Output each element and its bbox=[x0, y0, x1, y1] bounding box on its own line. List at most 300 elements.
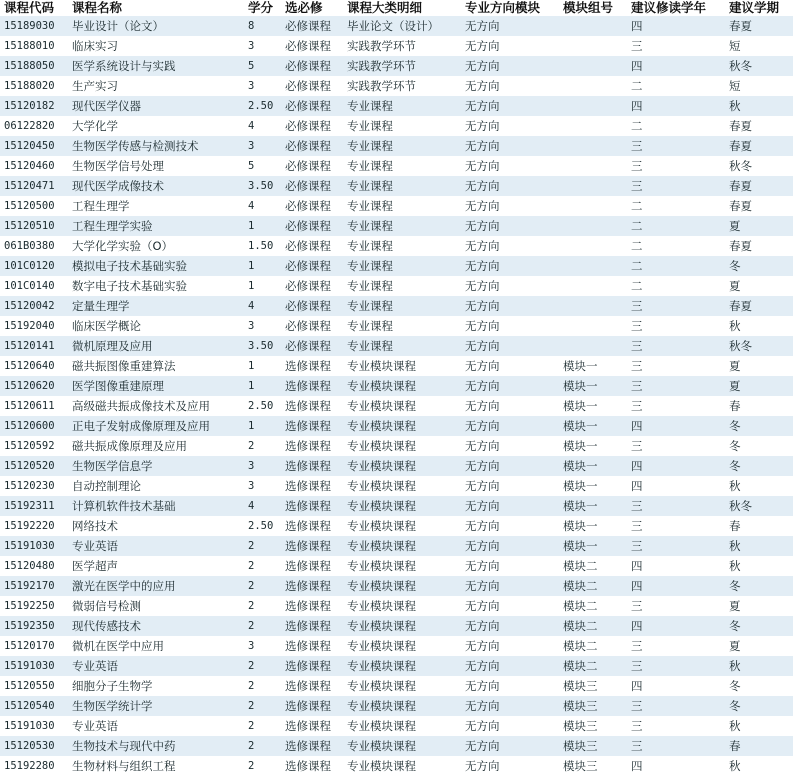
direction-module-cell: 无方向 bbox=[461, 276, 559, 296]
suggested-term-cell: 冬 bbox=[725, 436, 793, 456]
required-elective-cell: 必修课程 bbox=[281, 36, 343, 56]
suggested-year-cell: 三 bbox=[627, 436, 725, 456]
category-detail-cell: 专业模块课程 bbox=[343, 356, 461, 376]
suggested-term-cell: 春夏 bbox=[725, 236, 793, 256]
suggested-year-cell: 三 bbox=[627, 636, 725, 656]
suggested-term-cell: 冬 bbox=[725, 256, 793, 276]
table-row bbox=[0, 76, 793, 96]
course-code-cell: 15120170 bbox=[0, 636, 68, 656]
credits-cell: 3 bbox=[244, 636, 281, 656]
course-code-cell: 15120230 bbox=[0, 476, 68, 496]
required-elective-cell: 选修课程 bbox=[281, 476, 343, 496]
direction-module-cell: 无方向 bbox=[461, 636, 559, 656]
category-detail-cell: 毕业论文（设计） bbox=[343, 16, 461, 36]
table-body bbox=[0, 16, 793, 776]
required-elective-cell: 必修课程 bbox=[281, 336, 343, 356]
suggested-year-cell: 二 bbox=[627, 276, 725, 296]
credits-cell: 3.50 bbox=[244, 336, 281, 356]
module-group-cell bbox=[559, 156, 627, 176]
module-group-cell: 模块二 bbox=[559, 616, 627, 636]
category-detail-cell: 专业课程 bbox=[343, 156, 461, 176]
table-row bbox=[0, 216, 793, 236]
category-detail-cell: 专业模块课程 bbox=[343, 396, 461, 416]
required-elective-cell: 选修课程 bbox=[281, 696, 343, 716]
suggested-year-cell: 二 bbox=[627, 236, 725, 256]
required-elective-cell: 必修课程 bbox=[281, 16, 343, 36]
direction-module-cell: 无方向 bbox=[461, 696, 559, 716]
category-detail-cell: 专业模块课程 bbox=[343, 596, 461, 616]
suggested-year-cell: 四 bbox=[627, 576, 725, 596]
course-code-cell: 101C0140 bbox=[0, 276, 68, 296]
suggested-term-cell: 秋 bbox=[725, 716, 793, 736]
credits-cell: 2 bbox=[244, 696, 281, 716]
table-row bbox=[0, 176, 793, 196]
module-group-cell: 模块三 bbox=[559, 716, 627, 736]
course-code-cell: 15120550 bbox=[0, 676, 68, 696]
table-row bbox=[0, 16, 793, 36]
suggested-year-cell: 二 bbox=[627, 116, 725, 136]
course-name-cell: 高级磁共振成像技术及应用 bbox=[68, 396, 244, 416]
table-row bbox=[0, 756, 793, 776]
module-group-cell: 模块一 bbox=[559, 416, 627, 436]
category-detail-cell: 专业课程 bbox=[343, 136, 461, 156]
required-elective-cell: 必修课程 bbox=[281, 56, 343, 76]
category-detail-cell: 专业课程 bbox=[343, 196, 461, 216]
course-code-cell: 15120611 bbox=[0, 396, 68, 416]
suggested-term-cell: 春 bbox=[725, 396, 793, 416]
course-code-cell: 15192250 bbox=[0, 596, 68, 616]
module-group-cell: 模块三 bbox=[559, 756, 627, 776]
required-elective-cell: 必修课程 bbox=[281, 316, 343, 336]
credits-cell: 2.50 bbox=[244, 96, 281, 116]
module-group-cell bbox=[559, 236, 627, 256]
suggested-term-cell: 秋冬 bbox=[725, 496, 793, 516]
table-row bbox=[0, 356, 793, 376]
course-code-cell: 101C0120 bbox=[0, 256, 68, 276]
module-group-cell bbox=[559, 216, 627, 236]
suggested-term-cell: 春夏 bbox=[725, 196, 793, 216]
course-name-cell: 磁共振图像重建算法 bbox=[68, 356, 244, 376]
table-row bbox=[0, 196, 793, 216]
credits-cell: 1.50 bbox=[244, 236, 281, 256]
course-code-cell: 15188020 bbox=[0, 76, 68, 96]
table-row bbox=[0, 536, 793, 556]
table-row bbox=[0, 156, 793, 176]
required-elective-cell: 选修课程 bbox=[281, 756, 343, 776]
category-detail-cell: 专业课程 bbox=[343, 256, 461, 276]
module-group-cell bbox=[559, 196, 627, 216]
suggested-term-cell: 夏 bbox=[725, 596, 793, 616]
course-name-cell: 激光在医学中的应用 bbox=[68, 576, 244, 596]
category-detail-cell: 专业模块课程 bbox=[343, 616, 461, 636]
module-group-cell bbox=[559, 336, 627, 356]
table-row bbox=[0, 276, 793, 296]
suggested-year-cell: 三 bbox=[627, 136, 725, 156]
credits-cell: 8 bbox=[244, 16, 281, 36]
course-name-cell: 网络技术 bbox=[68, 516, 244, 536]
required-elective-cell: 必修课程 bbox=[281, 136, 343, 156]
direction-module-cell: 无方向 bbox=[461, 56, 559, 76]
required-elective-cell: 必修课程 bbox=[281, 216, 343, 236]
required-elective-cell: 选修课程 bbox=[281, 376, 343, 396]
credits-cell: 2.50 bbox=[244, 516, 281, 536]
suggested-term-cell: 夏 bbox=[725, 356, 793, 376]
table-row bbox=[0, 616, 793, 636]
course-code-cell: 15188050 bbox=[0, 56, 68, 76]
credits-cell: 2 bbox=[244, 656, 281, 676]
required-elective-cell: 选修课程 bbox=[281, 636, 343, 656]
required-elective-cell: 必修课程 bbox=[281, 276, 343, 296]
credits-cell: 3 bbox=[244, 76, 281, 96]
course-name-cell: 生物医学传感与检测技术 bbox=[68, 136, 244, 156]
suggested-term-cell: 春夏 bbox=[725, 116, 793, 136]
required-elective-cell: 选修课程 bbox=[281, 356, 343, 376]
table-row bbox=[0, 96, 793, 116]
direction-module-cell: 无方向 bbox=[461, 356, 559, 376]
required-elective-cell: 必修课程 bbox=[281, 196, 343, 216]
module-group-cell: 模块一 bbox=[559, 396, 627, 416]
suggested-year-cell: 三 bbox=[627, 176, 725, 196]
direction-module-cell: 无方向 bbox=[461, 436, 559, 456]
suggested-year-cell: 四 bbox=[627, 616, 725, 636]
direction-module-cell: 无方向 bbox=[461, 676, 559, 696]
credits-cell: 3 bbox=[244, 136, 281, 156]
module-group-cell bbox=[559, 296, 627, 316]
course-name-cell: 磁共振成像原理及应用 bbox=[68, 436, 244, 456]
suggested-year-cell: 四 bbox=[627, 556, 725, 576]
module-group-cell bbox=[559, 256, 627, 276]
table-row bbox=[0, 556, 793, 576]
category-detail-cell: 专业模块课程 bbox=[343, 516, 461, 536]
course-name-cell: 医学系统设计与实践 bbox=[68, 56, 244, 76]
category-detail-cell: 专业模块课程 bbox=[343, 656, 461, 676]
suggested-term-cell: 春 bbox=[725, 516, 793, 536]
direction-module-cell: 无方向 bbox=[461, 616, 559, 636]
category-detail-cell: 专业模块课程 bbox=[343, 756, 461, 776]
suggested-year-cell: 三 bbox=[627, 296, 725, 316]
suggested-term-cell: 短 bbox=[725, 76, 793, 96]
table-row bbox=[0, 256, 793, 276]
direction-module-cell: 无方向 bbox=[461, 456, 559, 476]
suggested-term-cell: 春夏 bbox=[725, 296, 793, 316]
direction-module-cell: 无方向 bbox=[461, 136, 559, 156]
direction-module-cell: 无方向 bbox=[461, 376, 559, 396]
table-row bbox=[0, 656, 793, 676]
required-elective-cell: 选修课程 bbox=[281, 556, 343, 576]
suggested-year-cell: 三 bbox=[627, 736, 725, 756]
suggested-year-cell: 四 bbox=[627, 16, 725, 36]
header-category-detail: 课程大类明细 bbox=[343, 0, 461, 16]
suggested-year-cell: 四 bbox=[627, 56, 725, 76]
header-suggested-term: 建议学期 bbox=[725, 0, 793, 16]
course-code-cell: 15192170 bbox=[0, 576, 68, 596]
course-name-cell: 专业英语 bbox=[68, 656, 244, 676]
credits-cell: 5 bbox=[244, 56, 281, 76]
module-group-cell bbox=[559, 56, 627, 76]
table-row bbox=[0, 636, 793, 656]
suggested-year-cell: 二 bbox=[627, 256, 725, 276]
required-elective-cell: 选修课程 bbox=[281, 396, 343, 416]
header-credits: 学分 bbox=[244, 0, 281, 16]
header-suggested-year: 建议修读学年 bbox=[627, 0, 725, 16]
category-detail-cell: 专业模块课程 bbox=[343, 676, 461, 696]
table-row bbox=[0, 496, 793, 516]
suggested-year-cell: 三 bbox=[627, 656, 725, 676]
direction-module-cell: 无方向 bbox=[461, 236, 559, 256]
direction-module-cell: 无方向 bbox=[461, 536, 559, 556]
course-code-cell: 06122820 bbox=[0, 116, 68, 136]
required-elective-cell: 必修课程 bbox=[281, 296, 343, 316]
suggested-term-cell: 春 bbox=[725, 736, 793, 756]
suggested-term-cell: 秋冬 bbox=[725, 56, 793, 76]
header-module-group: 模块组号 bbox=[559, 0, 627, 16]
module-group-cell bbox=[559, 176, 627, 196]
category-detail-cell: 专业课程 bbox=[343, 276, 461, 296]
required-elective-cell: 选修课程 bbox=[281, 656, 343, 676]
table-row bbox=[0, 736, 793, 756]
course-name-cell: 医学超声 bbox=[68, 556, 244, 576]
suggested-year-cell: 四 bbox=[627, 96, 725, 116]
direction-module-cell: 无方向 bbox=[461, 756, 559, 776]
required-elective-cell: 选修课程 bbox=[281, 456, 343, 476]
course-code-cell: 15120530 bbox=[0, 736, 68, 756]
course-name-cell: 模拟电子技术基础实验 bbox=[68, 256, 244, 276]
suggested-year-cell: 三 bbox=[627, 36, 725, 56]
required-elective-cell: 选修课程 bbox=[281, 596, 343, 616]
suggested-year-cell: 三 bbox=[627, 316, 725, 336]
credits-cell: 3 bbox=[244, 36, 281, 56]
credits-cell: 3 bbox=[244, 456, 281, 476]
credits-cell: 4 bbox=[244, 296, 281, 316]
module-group-cell: 模块一 bbox=[559, 356, 627, 376]
course-code-cell: 15120600 bbox=[0, 416, 68, 436]
suggested-year-cell: 三 bbox=[627, 356, 725, 376]
course-name-cell: 生物材料与组织工程 bbox=[68, 756, 244, 776]
module-group-cell: 模块一 bbox=[559, 436, 627, 456]
direction-module-cell: 无方向 bbox=[461, 16, 559, 36]
suggested-term-cell: 秋 bbox=[725, 476, 793, 496]
category-detail-cell: 专业课程 bbox=[343, 116, 461, 136]
course-name-cell: 临床医学概论 bbox=[68, 316, 244, 336]
suggested-year-cell: 三 bbox=[627, 716, 725, 736]
table-row bbox=[0, 456, 793, 476]
required-elective-cell: 必修课程 bbox=[281, 156, 343, 176]
credits-cell: 4 bbox=[244, 496, 281, 516]
credits-cell: 1 bbox=[244, 356, 281, 376]
course-code-cell: 15191030 bbox=[0, 536, 68, 556]
suggested-year-cell: 三 bbox=[627, 596, 725, 616]
credits-cell: 2 bbox=[244, 676, 281, 696]
table-row bbox=[0, 676, 793, 696]
table-row bbox=[0, 436, 793, 456]
course-name-cell: 微弱信号检测 bbox=[68, 596, 244, 616]
direction-module-cell: 无方向 bbox=[461, 716, 559, 736]
credits-cell: 2 bbox=[244, 736, 281, 756]
suggested-term-cell: 冬 bbox=[725, 616, 793, 636]
suggested-term-cell: 冬 bbox=[725, 696, 793, 716]
course-name-cell: 大学化学 bbox=[68, 116, 244, 136]
direction-module-cell: 无方向 bbox=[461, 176, 559, 196]
course-name-cell: 现代医学成像技术 bbox=[68, 176, 244, 196]
table-row bbox=[0, 416, 793, 436]
direction-module-cell: 无方向 bbox=[461, 416, 559, 436]
credits-cell: 3 bbox=[244, 476, 281, 496]
required-elective-cell: 选修课程 bbox=[281, 576, 343, 596]
suggested-term-cell: 夏 bbox=[725, 276, 793, 296]
course-name-cell: 定量生理学 bbox=[68, 296, 244, 316]
header-required-elective: 选必修 bbox=[281, 0, 343, 16]
direction-module-cell: 无方向 bbox=[461, 256, 559, 276]
category-detail-cell: 专业课程 bbox=[343, 336, 461, 356]
course-code-cell: 15120141 bbox=[0, 336, 68, 356]
suggested-year-cell: 三 bbox=[627, 516, 725, 536]
module-group-cell: 模块二 bbox=[559, 656, 627, 676]
required-elective-cell: 必修课程 bbox=[281, 96, 343, 116]
suggested-term-cell: 夏 bbox=[725, 636, 793, 656]
course-name-cell: 正电子发射成像原理及应用 bbox=[68, 416, 244, 436]
category-detail-cell: 实践教学环节 bbox=[343, 36, 461, 56]
module-group-cell: 模块二 bbox=[559, 556, 627, 576]
course-name-cell: 微机原理及应用 bbox=[68, 336, 244, 356]
direction-module-cell: 无方向 bbox=[461, 596, 559, 616]
category-detail-cell: 实践教学环节 bbox=[343, 56, 461, 76]
category-detail-cell: 实践教学环节 bbox=[343, 76, 461, 96]
course-code-cell: 15120540 bbox=[0, 696, 68, 716]
course-name-cell: 专业英语 bbox=[68, 716, 244, 736]
suggested-year-cell: 三 bbox=[627, 696, 725, 716]
direction-module-cell: 无方向 bbox=[461, 476, 559, 496]
suggested-year-cell: 三 bbox=[627, 536, 725, 556]
table-row bbox=[0, 316, 793, 336]
module-group-cell: 模块二 bbox=[559, 596, 627, 616]
course-code-cell: 15120620 bbox=[0, 376, 68, 396]
suggested-year-cell: 三 bbox=[627, 376, 725, 396]
category-detail-cell: 专业模块课程 bbox=[343, 576, 461, 596]
table-row bbox=[0, 136, 793, 156]
table-row bbox=[0, 696, 793, 716]
course-code-cell: 15191030 bbox=[0, 656, 68, 676]
course-name-cell: 工程生理学 bbox=[68, 196, 244, 216]
required-elective-cell: 选修课程 bbox=[281, 416, 343, 436]
credits-cell: 2 bbox=[244, 596, 281, 616]
course-code-cell: 15120460 bbox=[0, 156, 68, 176]
category-detail-cell: 专业课程 bbox=[343, 96, 461, 116]
module-group-cell bbox=[559, 16, 627, 36]
category-detail-cell: 专业课程 bbox=[343, 216, 461, 236]
header-course-code: 课程代码 bbox=[0, 0, 68, 16]
suggested-year-cell: 四 bbox=[627, 756, 725, 776]
required-elective-cell: 选修课程 bbox=[281, 716, 343, 736]
table-row bbox=[0, 716, 793, 736]
credits-cell: 2 bbox=[244, 616, 281, 636]
suggested-term-cell: 夏 bbox=[725, 216, 793, 236]
suggested-year-cell: 三 bbox=[627, 396, 725, 416]
direction-module-cell: 无方向 bbox=[461, 36, 559, 56]
suggested-year-cell: 三 bbox=[627, 336, 725, 356]
module-group-cell bbox=[559, 76, 627, 96]
course-name-cell: 计算机软件技术基础 bbox=[68, 496, 244, 516]
category-detail-cell: 专业模块课程 bbox=[343, 456, 461, 476]
module-group-cell bbox=[559, 36, 627, 56]
credits-cell: 2 bbox=[244, 756, 281, 776]
required-elective-cell: 选修课程 bbox=[281, 676, 343, 696]
category-detail-cell: 专业模块课程 bbox=[343, 736, 461, 756]
suggested-term-cell: 冬 bbox=[725, 456, 793, 476]
credits-cell: 1 bbox=[244, 416, 281, 436]
table-row bbox=[0, 576, 793, 596]
credits-cell: 1 bbox=[244, 376, 281, 396]
suggested-term-cell: 秋 bbox=[725, 756, 793, 776]
course-name-cell: 临床实习 bbox=[68, 36, 244, 56]
category-detail-cell: 专业模块课程 bbox=[343, 536, 461, 556]
course-code-cell: 15192220 bbox=[0, 516, 68, 536]
course-code-cell: 15120471 bbox=[0, 176, 68, 196]
course-name-cell: 生物医学统计学 bbox=[68, 696, 244, 716]
category-detail-cell: 专业模块课程 bbox=[343, 496, 461, 516]
table-row bbox=[0, 116, 793, 136]
course-code-cell: 15120480 bbox=[0, 556, 68, 576]
course-code-cell: 15192311 bbox=[0, 496, 68, 516]
suggested-term-cell: 春夏 bbox=[725, 136, 793, 156]
category-detail-cell: 专业模块课程 bbox=[343, 476, 461, 496]
credits-cell: 1 bbox=[244, 276, 281, 296]
module-group-cell: 模块三 bbox=[559, 736, 627, 756]
required-elective-cell: 必修课程 bbox=[281, 116, 343, 136]
course-code-cell: 061B0380 bbox=[0, 236, 68, 256]
course-code-cell: 15120042 bbox=[0, 296, 68, 316]
module-group-cell: 模块一 bbox=[559, 476, 627, 496]
course-code-cell: 15192040 bbox=[0, 316, 68, 336]
course-name-cell: 现代医学仪器 bbox=[68, 96, 244, 116]
course-name-cell: 生物医学信息学 bbox=[68, 456, 244, 476]
module-group-cell: 模块三 bbox=[559, 696, 627, 716]
module-group-cell: 模块一 bbox=[559, 376, 627, 396]
table-row bbox=[0, 336, 793, 356]
direction-module-cell: 无方向 bbox=[461, 656, 559, 676]
table-row bbox=[0, 396, 793, 416]
direction-module-cell: 无方向 bbox=[461, 316, 559, 336]
direction-module-cell: 无方向 bbox=[461, 736, 559, 756]
credits-cell: 2.50 bbox=[244, 396, 281, 416]
course-code-cell: 15192280 bbox=[0, 756, 68, 776]
suggested-term-cell: 冬 bbox=[725, 416, 793, 436]
required-elective-cell: 必修课程 bbox=[281, 236, 343, 256]
direction-module-cell: 无方向 bbox=[461, 296, 559, 316]
credits-cell: 3 bbox=[244, 316, 281, 336]
suggested-year-cell: 四 bbox=[627, 676, 725, 696]
course-code-cell: 15120450 bbox=[0, 136, 68, 156]
suggested-year-cell: 三 bbox=[627, 496, 725, 516]
module-group-cell: 模块一 bbox=[559, 456, 627, 476]
module-group-cell bbox=[559, 96, 627, 116]
course-code-cell: 15120510 bbox=[0, 216, 68, 236]
course-name-cell: 现代传感技术 bbox=[68, 616, 244, 636]
required-elective-cell: 选修课程 bbox=[281, 516, 343, 536]
course-code-cell: 15120640 bbox=[0, 356, 68, 376]
module-group-cell: 模块一 bbox=[559, 516, 627, 536]
module-group-cell: 模块一 bbox=[559, 496, 627, 516]
course-code-cell: 15120520 bbox=[0, 456, 68, 476]
suggested-year-cell: 三 bbox=[627, 156, 725, 176]
suggested-term-cell: 夏 bbox=[725, 376, 793, 396]
table-row bbox=[0, 296, 793, 316]
credits-cell: 2 bbox=[244, 536, 281, 556]
credits-cell: 1 bbox=[244, 216, 281, 236]
course-name-cell: 医学图像重建原理 bbox=[68, 376, 244, 396]
course-name-cell: 微机在医学中应用 bbox=[68, 636, 244, 656]
course-name-cell: 数字电子技术基础实验 bbox=[68, 276, 244, 296]
category-detail-cell: 专业模块课程 bbox=[343, 556, 461, 576]
